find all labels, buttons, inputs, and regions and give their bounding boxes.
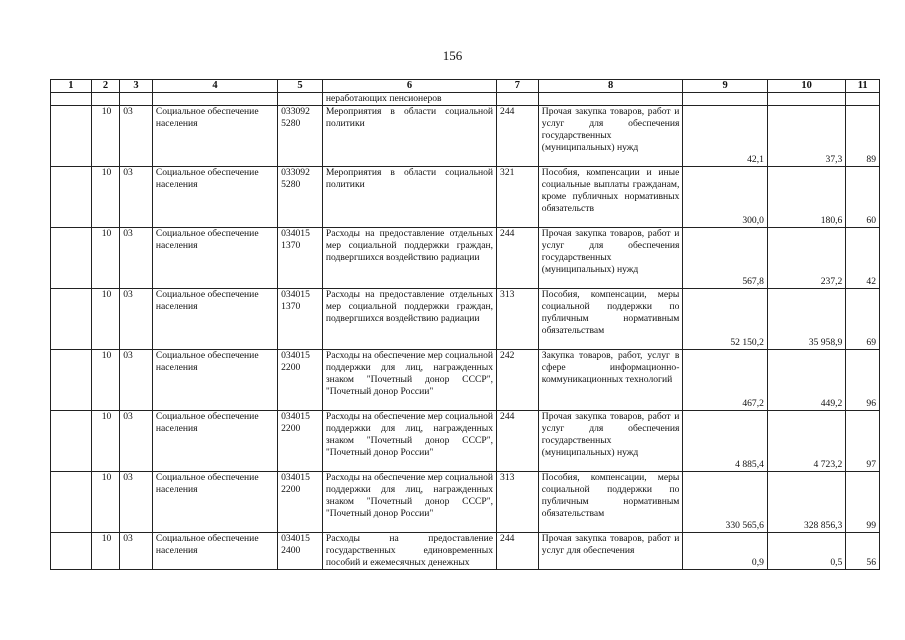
cell-section-name: Социальное обеспечение населения [152,350,277,411]
cell-target-code: 034015 2200 [278,350,323,411]
column-header-4: 4 [152,80,277,93]
cell-col1 [51,106,92,167]
cell-subsection: 03 [120,167,153,228]
table-row [51,167,880,228]
table-row [51,533,880,570]
cell-expense-type-name: Пособия, компенсации, меры социальной поддержки по публичным нормативным обязательствам [538,289,683,350]
cell-section-name: Социальное обеспечение населения [152,106,277,167]
cell-expense-name: Расходы на предоставление отдельных мер социальной поддержки граждан, подвергшихся воздействию радиации [322,228,496,289]
cell-section-name: Социальное обеспечение населения [152,472,277,533]
cell-target-code: 034015 1370 [278,289,323,350]
cell-col1 [51,472,92,533]
cell-target-code: 033092 5280 [278,106,323,167]
table-row [51,289,880,350]
cell-percent: 97 [846,411,880,472]
column-header-10: 10 [767,80,845,93]
column-header-3: 3 [120,80,153,93]
cell-col1 [51,350,92,411]
cell-amount-planned: 42,1 [683,106,768,167]
cell-expense-type-code: 313 [497,472,539,533]
cell-col1 [51,533,92,570]
cell-col1 [51,167,92,228]
cell-subsection: 03 [120,350,153,411]
cell-expense-name: Расходы на обеспечение мер социальной поддержки для лиц, награжденных знаком "Почетный донор СССР", "Почетный донор России" [322,350,496,411]
column-header-1: 1 [51,80,92,93]
cell-section: 10 [91,411,120,472]
cell-amount-planned: 300,0 [683,167,768,228]
cell-section-name: Социальное обеспечение населения [152,411,277,472]
cell-expense-type-name: Пособия, компенсации, меры социальной поддержки по публичным нормативным обязательствам [538,472,683,533]
cell-target-code: 034015 2400 [278,533,323,570]
cell-section: 10 [91,167,120,228]
cell-percent: 42 [846,228,880,289]
cell-amount-actual: 328 856,3 [767,472,845,533]
cell-expense-type-name: Прочая закупка товаров, работ и услуг для обеспечения [538,533,683,570]
table-row [51,228,880,289]
table-row [51,106,880,167]
cell-expense-type-code: 244 [497,411,539,472]
column-header-8: 8 [538,80,683,93]
column-header-5: 5 [278,80,323,93]
cell-percent: 56 [846,533,880,570]
cell-target-code: 034015 2200 [278,411,323,472]
cell-percent: 99 [846,472,880,533]
cell-section-name: Социальное обеспечение населения [152,228,277,289]
cell-col1 [51,289,92,350]
table-row [51,411,880,472]
cell-section: 10 [91,289,120,350]
column-header-2: 2 [91,80,120,93]
cell-expense-type-name: Прочая закупка товаров, работ и услуг для обеспечения государственных (муниципальных) нужд [538,228,683,289]
cell-amount-actual: 35 958,9 [767,289,845,350]
cell-col1 [51,228,92,289]
cell-amount-planned: 330 565,6 [683,472,768,533]
cell-expense-type-name: Прочая закупка товаров, работ и услуг для обеспечения государственных (муниципальных) нужд [538,411,683,472]
cell-expense-type-code: 244 [497,533,539,570]
cell-subsection: 03 [120,472,153,533]
cell-expense-type-name: Закупка товаров, работ, услуг в сфере информационно-коммуникационных технологий [538,350,683,411]
cell-target-code: 034015 1370 [278,228,323,289]
cell-section-name: Социальное обеспечение населения [152,533,277,570]
cell-subsection: 03 [120,533,153,570]
continuation-text: неработающих пенсионеров [322,93,496,106]
cell-percent: 89 [846,106,880,167]
cell-expense-name: Расходы на обеспечение мер социальной поддержки для лиц, награжденных знаком "Почетный донор СССР", "Почетный донор России" [322,472,496,533]
cell-expense-type-code: 242 [497,350,539,411]
column-header-7: 7 [497,80,539,93]
cell-percent: 69 [846,289,880,350]
cell-amount-actual: 37,3 [767,106,845,167]
cell-expense-type-code: 244 [497,228,539,289]
cell-subsection: 03 [120,411,153,472]
cell-section-name: Социальное обеспечение населения [152,289,277,350]
cell-subsection: 03 [120,106,153,167]
cell-target-code: 034015 2200 [278,472,323,533]
cell-expense-type-code: 244 [497,106,539,167]
cell-expense-type-name: Пособия, компенсации и иные социальные выплаты гражданам, кроме публичных нормативных обязательств [538,167,683,228]
cell-amount-actual: 237,2 [767,228,845,289]
table-row [51,350,880,411]
cell-expense-type-name: Прочая закупка товаров, работ и услуг для обеспечения государственных (муниципальных) нужд [538,106,683,167]
cell-amount-actual: 180,6 [767,167,845,228]
budget-table [50,79,880,570]
cell-amount-planned: 467,2 [683,350,768,411]
cell-expense-type-code: 313 [497,289,539,350]
cell-expense-name: Расходы на предоставление государственных единовременных пособий и ежемесячных денежных [322,533,496,570]
cell-expense-type-code: 321 [497,167,539,228]
cell-section: 10 [91,106,120,167]
cell-subsection: 03 [120,289,153,350]
cell-section: 10 [91,350,120,411]
header-row [51,80,880,93]
column-header-9: 9 [683,80,768,93]
cell-subsection: 03 [120,228,153,289]
cell-amount-actual: 449,2 [767,350,845,411]
cell-expense-name: Мероприятия в области социальной политики [322,106,496,167]
cell-percent: 60 [846,167,880,228]
cell-section: 10 [91,533,120,570]
cell-amount-planned: 4 885,4 [683,411,768,472]
cell-section: 10 [91,228,120,289]
cell-amount-actual: 0,5 [767,533,845,570]
cell-amount-planned: 0,9 [683,533,768,570]
cell-section-name: Социальное обеспечение населения [152,167,277,228]
cell-amount-planned: 567,8 [683,228,768,289]
column-header-11: 11 [846,80,880,93]
cell-expense-name: Расходы на обеспечение мер социальной поддержки для лиц, награжденных знаком "Почетный донор СССР", "Почетный донор России" [322,411,496,472]
cell-expense-name: Мероприятия в области социальной политики [322,167,496,228]
page-number: 156 [442,48,463,63]
cell-section: 10 [91,472,120,533]
cell-expense-name: Расходы на предоставление отдельных мер социальной поддержки граждан, подвергшихся воздействию радиации [322,289,496,350]
column-header-6: 6 [322,80,496,93]
table-row [51,472,880,533]
cell-amount-actual: 4 723,2 [767,411,845,472]
cell-percent: 96 [846,350,880,411]
continuation-row [51,93,880,106]
cell-col1 [51,411,92,472]
cell-amount-planned: 52 150,2 [683,289,768,350]
cell-target-code: 033092 5280 [278,167,323,228]
